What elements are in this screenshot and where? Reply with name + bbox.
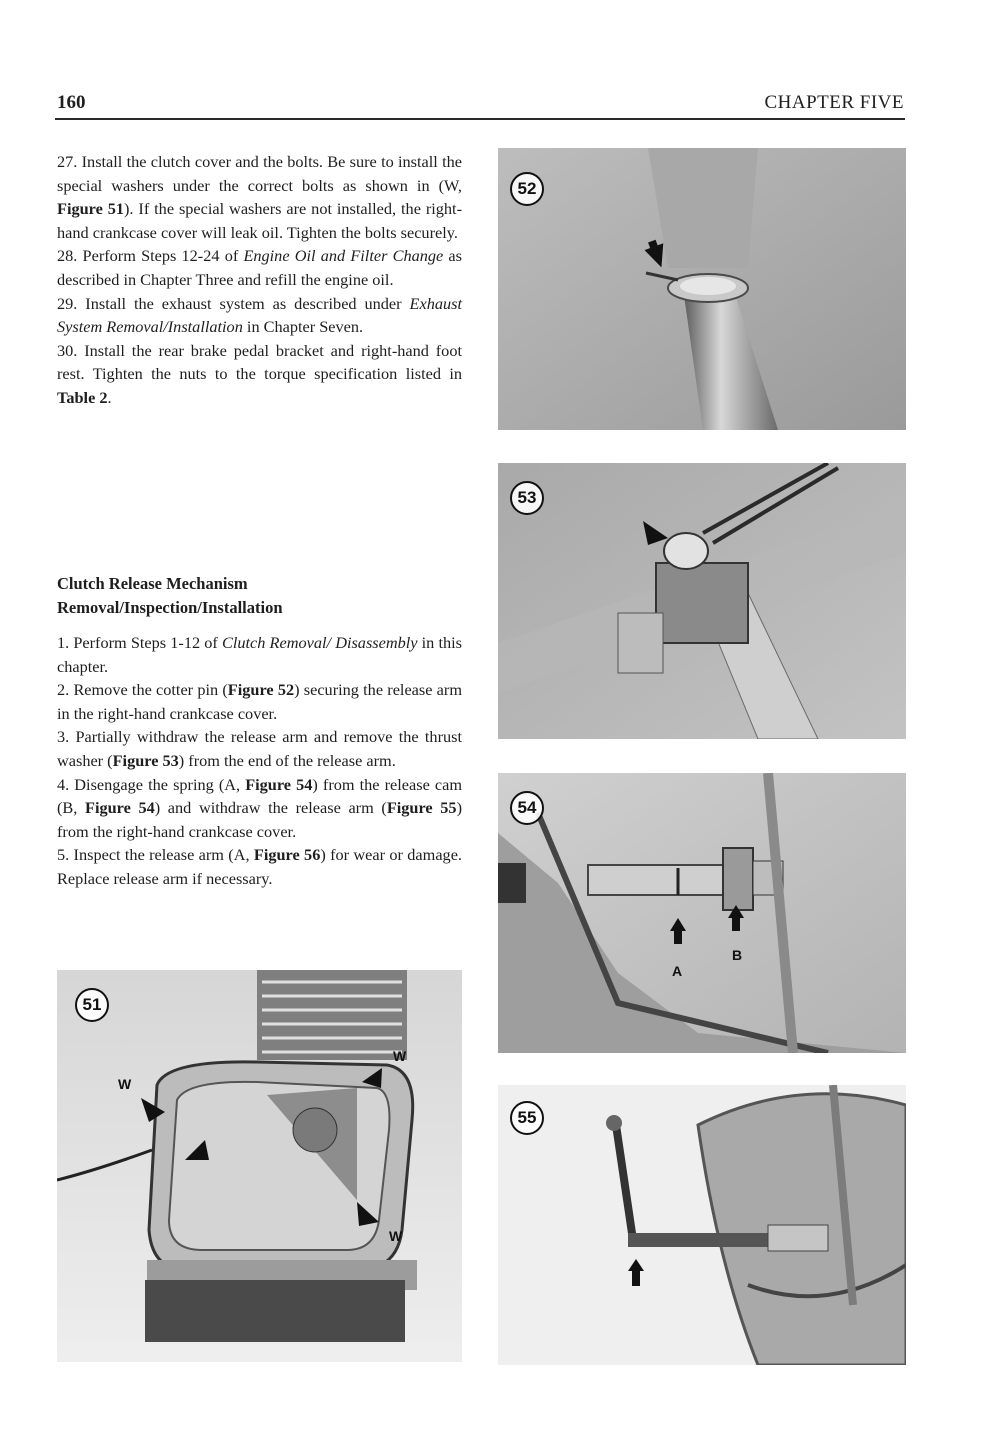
figure-reference: Table 2: [57, 387, 108, 407]
figure-55-drawing: [498, 1085, 906, 1365]
figure-52-drawing: [498, 148, 906, 430]
step-text: in Chapter Seven.: [242, 317, 364, 337]
step-text: 30. Install the rear brake pedal bracket and right-hand foot rest. Tighten the nuts to the torque specification listed in: [57, 340, 462, 384]
figure-reference: Figure 52: [227, 680, 295, 700]
step-text: ) and withdraw the release arm (: [154, 798, 387, 818]
figure-reference: Figure 51: [57, 199, 125, 219]
step-paragraph: [57, 773, 462, 844]
figure-reference: Figure 54: [85, 798, 155, 818]
step-text: ) for wear or damage. Replace release arm if necessary.: [57, 845, 462, 888]
chapter-title: CHAPTER FIVE: [764, 92, 904, 113]
figure-54-number: 54: [510, 791, 544, 825]
section-heading-line2: Removal/Inspection/Installation: [57, 598, 283, 617]
figure-51-photo: [57, 970, 462, 1362]
step-text: 5. Inspect the release arm (A,: [57, 845, 254, 865]
step-text: ) from the end of the release arm.: [178, 750, 396, 770]
step-text: ) from the right-hand crankcase cover.: [57, 798, 462, 841]
section-heading-line1: Clutch Release Mechanism: [57, 574, 248, 593]
step-paragraph: [57, 339, 462, 410]
figure-reference: Figure 56: [253, 845, 321, 865]
figure-53-drawing: [498, 463, 906, 739]
step-text: 29. Install the exhaust system as described under: [57, 293, 410, 313]
figure-54-drawing: [498, 773, 906, 1053]
step-paragraph: [57, 150, 462, 244]
figure-54-photo: [498, 773, 906, 1053]
step-text: 4. Disengage the spring (A,: [57, 774, 246, 794]
steps-top: [57, 150, 462, 410]
step-paragraph: [57, 678, 462, 725]
figure-reference: Figure 54: [245, 774, 313, 794]
header-rule: [55, 118, 905, 120]
figure-55-number: 55: [510, 1101, 544, 1135]
step-text: ). If the special washers are not installed, the right-hand crankcase cover will leak oil. Tighten the bolts securely.: [57, 199, 462, 242]
step-text: 27. Install the clutch cover and the bolts. Be sure to install the special washers under the correct bolts as shown in (W,: [57, 152, 462, 195]
step-text: 1. Perform Steps 1-12 of: [57, 633, 222, 652]
step-text: 3. Partially withdraw the release arm and remove the thrust washer (: [57, 727, 462, 770]
figure-reference: Figure 53: [112, 750, 179, 770]
step-paragraph: [57, 244, 462, 291]
figure-51-label-w-left: W: [118, 1076, 132, 1092]
step-paragraph: [57, 725, 462, 772]
procedure-reference: Exhaust System Removal/Installation: [57, 293, 462, 337]
step-text: in this chapter.: [57, 633, 462, 676]
procedure-reference: Clutch Removal/ Disassembly: [222, 633, 418, 652]
step-text: 28. Perform Steps 12-24 of: [57, 246, 244, 266]
figure-reference: Figure 55: [386, 798, 457, 818]
step-text: ) from the release cam (B,: [57, 774, 463, 818]
page-number: 160: [57, 92, 86, 113]
step-text: 2. Remove the cotter pin (: [57, 680, 228, 700]
figure-52-number: 52: [510, 172, 544, 206]
figure-54-label-b: B: [732, 947, 743, 963]
step-paragraph: [57, 292, 462, 339]
figure-51-drawing: [57, 970, 462, 1362]
figure-51-label-w-bottom: W: [389, 1228, 403, 1244]
step-text: as described in Chapter Three and refill the engine oil.: [57, 246, 462, 289]
step-text: ) securing the release arm in the right-hand crankcase cover.: [57, 680, 462, 723]
procedure-reference: Engine Oil and Filter Change: [243, 246, 444, 266]
figure-51-label-w-top: W: [393, 1048, 407, 1064]
figure-51-number: 51: [75, 988, 109, 1022]
step-paragraph: [57, 631, 462, 678]
figure-53-number: 53: [510, 481, 544, 515]
section-heading: [57, 572, 462, 620]
figure-55-photo: [498, 1085, 906, 1365]
step-paragraph: [57, 843, 462, 890]
figure-54-label-a: A: [672, 963, 683, 979]
step-text: .: [107, 387, 112, 407]
figure-52-photo: [498, 148, 906, 430]
figure-53-photo: [498, 463, 906, 739]
steps-bottom: [57, 631, 462, 891]
